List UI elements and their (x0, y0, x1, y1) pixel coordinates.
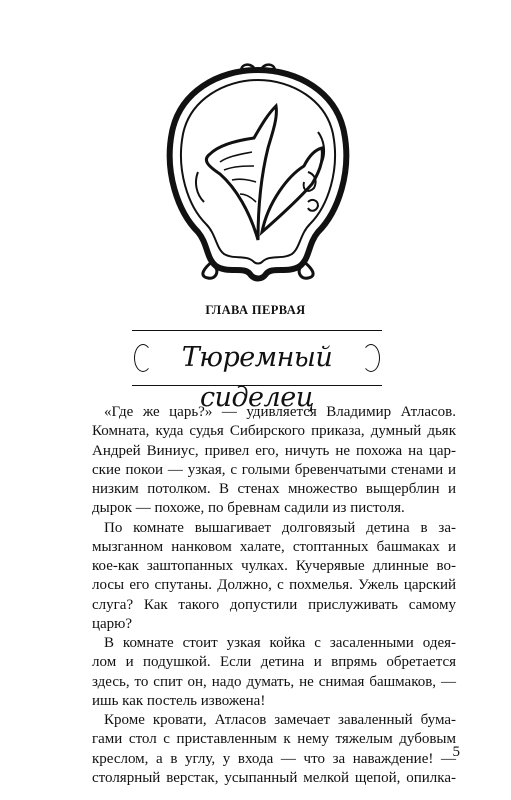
text-line: слуга? Как такого допустили прислуживать самому (92, 596, 456, 613)
body-text (92, 403, 456, 788)
text-line: креслом, а в углу, у входа — что за наваждение! — (92, 750, 456, 767)
text-line: мызганном нанковом халате, стоптанных башмаках и (92, 538, 456, 555)
text-line: лосы его спутаны. Должно, с похмелья. Ужель царский (92, 577, 456, 594)
text-line: лом и подушкой. Если детина и впрямь обретается (92, 654, 456, 671)
text-line: Андрей Виниус, привел его, ничуть не похожа на цар- (92, 442, 456, 459)
text-line: царю? (92, 615, 133, 632)
text-line: столярный верстак, усыпанный мелкой щепой, опилка- (92, 769, 456, 786)
chapter-title: Тюремный сиделец (132, 338, 382, 418)
text-line: В комнате стоит узкая койка с засаленными одея- (104, 635, 456, 651)
text-line: низким потолком. В стенах множество выщерблин и (92, 481, 456, 497)
ornamental-emblem-icon (158, 62, 358, 282)
text-line: дырок — похоже, по бревнам садили из пистоля. (92, 500, 405, 517)
text-line: ишь как постель извожена! (92, 692, 266, 709)
text-line: ские покои — узкая, с голыми бревенчатыми стенами и (92, 461, 456, 478)
chapter-label: ГЛАВА ПЕРВАЯ (205, 303, 306, 317)
text-line: здесь, то спит он, надо думать, не снимая башмаков, — (92, 673, 456, 690)
title-rule-bottom (132, 385, 382, 386)
text-line: кое-как заштопанных чулках. Кучерявые длинные во- (92, 558, 456, 574)
text-line: Кроме кровати, Атласов замечает заваленный бума- (104, 712, 456, 728)
text-line: «Где же царь?» — удивляется Владимир Атласов. (104, 404, 456, 420)
text-line: гами стол с приставленным к нему тяжелым дубовым (92, 731, 456, 748)
text-line: По комнате вышагивает долговязый детина в за- (104, 519, 456, 536)
text-line: Комната, куда судья Сибирского приказа, думный дьяк (92, 423, 456, 440)
page-number: 5 (452, 744, 460, 760)
title-rule-top (132, 330, 382, 331)
